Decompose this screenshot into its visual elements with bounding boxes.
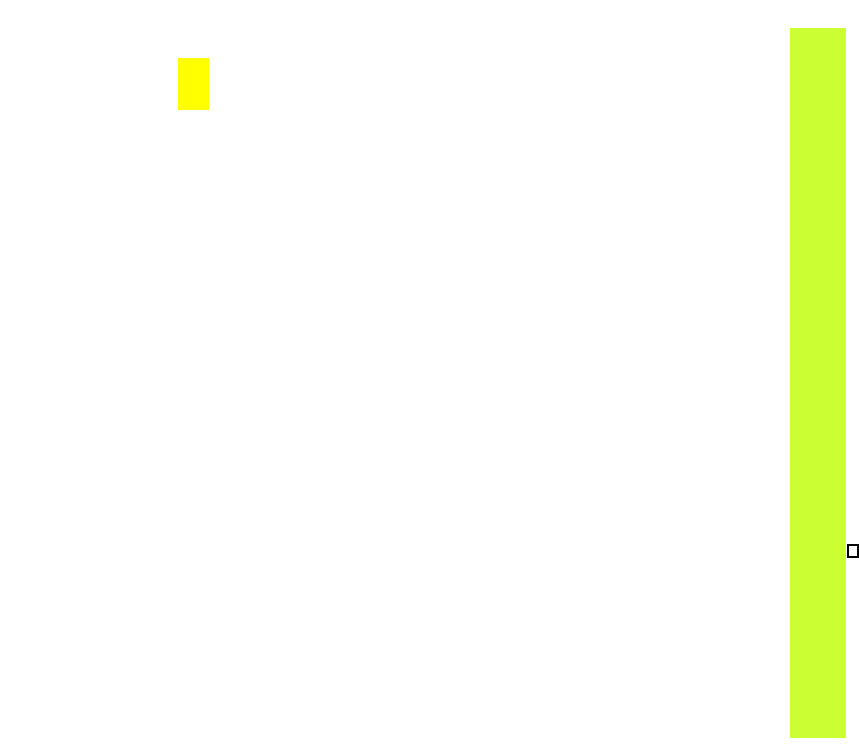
- selected-cell-cursor[interactable]: [847, 544, 859, 558]
